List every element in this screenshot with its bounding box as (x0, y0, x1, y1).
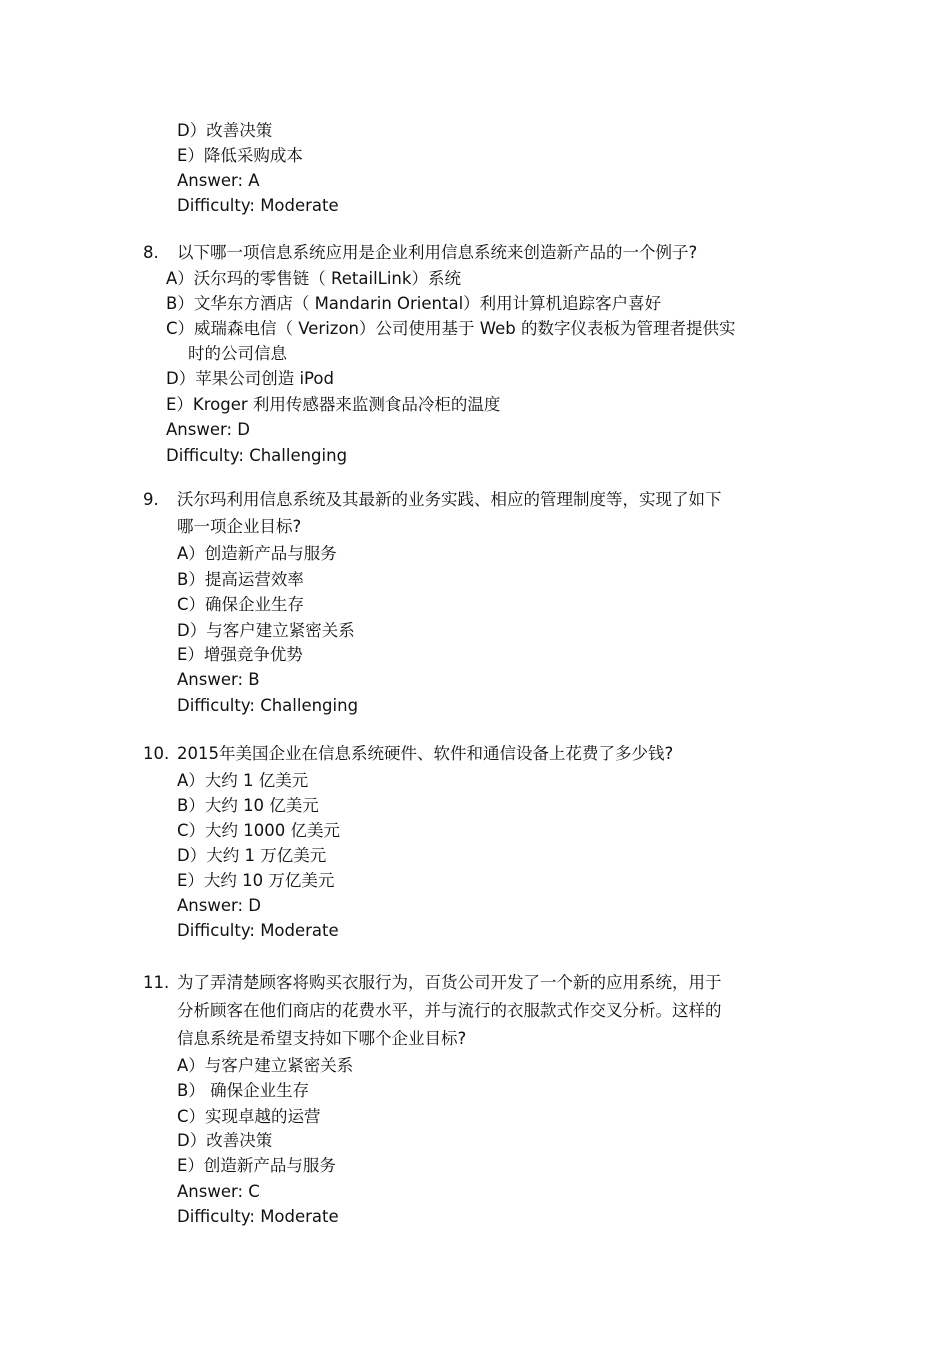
question-number: 10. (143, 744, 170, 763)
option-c: C）威瑞森电信（ Verizon）公司使用基于 Web 的数字仪表板为管理者提供实 (166, 319, 736, 338)
option-b: B） 确保企业生存 (177, 1081, 310, 1100)
question-text: 2015年美国企业在信息系统硬件、软件和通信设备上花费了多少钱? (177, 744, 674, 763)
option-c: C）大约 1000 亿美元 (177, 821, 341, 840)
answer: Answer: D (166, 420, 250, 439)
question-number: 11. (143, 973, 170, 992)
option-a: A）大约 1 亿美元 (177, 771, 309, 790)
option-d: D）改善决策 (177, 121, 273, 140)
difficulty: Difficulty: Moderate (177, 921, 339, 940)
question-text-line-3: 信息系统是希望支持如下哪个企业目标? (177, 1029, 467, 1048)
answer: Answer: D (177, 896, 261, 915)
option-e: E）创造新产品与服务 (177, 1156, 336, 1175)
option-d: D）与客户建立紧密关系 (177, 621, 355, 640)
option-a: A）沃尔玛的零售链（ RetailLink）系统 (166, 269, 461, 288)
difficulty: Difficulty: Moderate (177, 196, 339, 215)
option-c: C）实现卓越的运营 (177, 1107, 321, 1126)
option-e: E）大约 10 万亿美元 (177, 871, 335, 890)
question-text-line-1: 为了弄清楚顾客将购买衣服行为，百货公司开发了一个新的应用系统，用于 (177, 973, 722, 992)
question-text: 以下哪一项信息系统应用是企业利用信息系统来创造新产品的一个例子? (177, 243, 698, 262)
option-d: D）改善决策 (177, 1131, 273, 1150)
question-number: 9. (143, 490, 159, 509)
question-number: 8. (143, 243, 159, 262)
option-a: A）与客户建立紧密关系 (177, 1056, 354, 1075)
answer: Answer: C (177, 1182, 260, 1201)
answer: Answer: A (177, 171, 260, 190)
option-a: A）创造新产品与服务 (177, 544, 337, 563)
option-e: E）降低采购成本 (177, 146, 303, 165)
difficulty: Difficulty: Challenging (177, 696, 359, 715)
option-e: E）增强竞争优势 (177, 645, 303, 664)
question-text-line-2: 分析顾客在他们商店的花费水平，并与流行的衣服款式作交叉分析。这样的 (177, 1001, 722, 1020)
option-b: B）文华东方酒店（ Mandarin Oriental）利用计算机追踪客户喜好 (166, 294, 662, 313)
answer: Answer: B (177, 670, 260, 689)
option-c-continued: 时的公司信息 (188, 344, 287, 363)
difficulty: Difficulty: Challenging (166, 446, 348, 465)
option-e: E）Kroger 利用传感器来监测食品冷柜的温度 (166, 395, 501, 414)
difficulty: Difficulty: Moderate (177, 1207, 339, 1226)
option-b: B）大约 10 亿美元 (177, 796, 319, 815)
option-d: D）大约 1 万亿美元 (177, 846, 327, 865)
option-b: B）提高运营效率 (177, 570, 304, 589)
option-d: D）苹果公司创造 iPod (166, 369, 334, 388)
question-text-line-1: 沃尔玛利用信息系统及其最新的业务实践、相应的管理制度等，实现了如下 (177, 490, 722, 509)
option-c: C）确保企业生存 (177, 595, 305, 614)
question-text-line-2: 哪一项企业目标? (177, 517, 302, 536)
